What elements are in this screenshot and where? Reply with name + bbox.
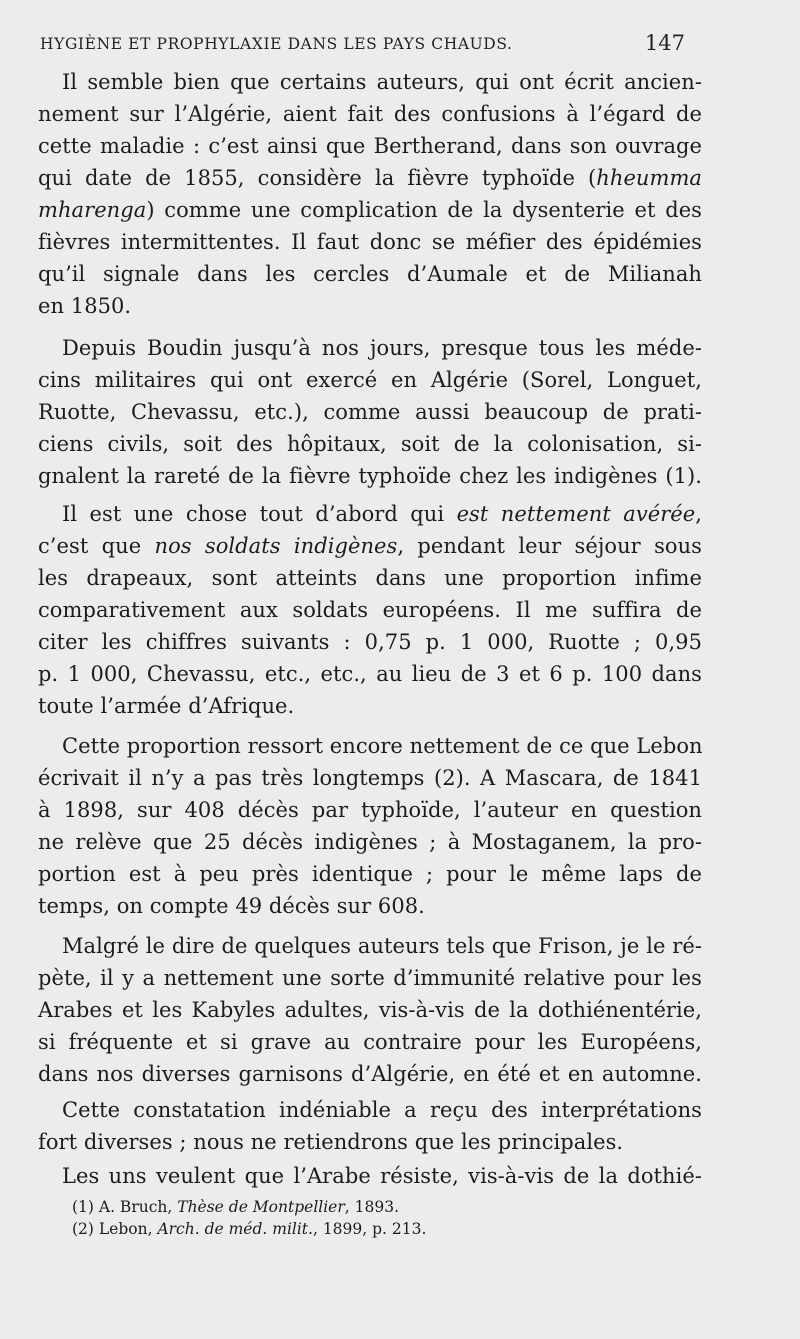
text-line: Malgré le dire de quelques auteurs tels que Frison, je le ré-	[62, 934, 702, 958]
running-head-title: HYGIÈNE ET PROPHYLAXIE DANS LES PAYS CHAUDS.	[40, 35, 513, 53]
text-line: Cette constatation indéniable a reçu des interprétations	[62, 1098, 702, 1122]
text-line: toute l’armée d’Afrique.	[38, 694, 295, 718]
footnote: (1) A. Bruch, Thèse de Montpellier, 1893.	[72, 1198, 400, 1216]
footnote: (2) Lebon, Arch. de méd. milit., 1899, p. 213.	[72, 1220, 427, 1238]
text-line: qu’il signale dans les cercles d’Aumale et de Milianah	[38, 262, 702, 286]
text-line: écrivait il n’y a pas très longtemps (2). A Mascara, de 1841	[38, 766, 702, 790]
text-line: les drapeaux, sont atteints dans une proportion infime	[38, 566, 702, 590]
text-line: citer les chiffres suivants : 0,75 p. 1 000, Ruotte ; 0,95	[38, 630, 702, 654]
text-line: Ruotte, Chevassu, etc.), comme aussi beaucoup de prati-	[38, 400, 702, 424]
text-line: Arabes et les Kabyles adultes, vis-à-vis de la dothiénentérie,	[38, 998, 702, 1022]
page-number: 147	[644, 31, 685, 55]
text-line: fièvres intermittentes. Il faut donc se méfier des épidémies	[38, 230, 702, 254]
text-line: ne relève que 25 décès indigènes ; à Mostaganem, la pro-	[38, 830, 702, 854]
text-line: nement sur l’Algérie, aient fait des confusions à l’égard de	[38, 102, 702, 126]
text-line: mharenga) comme une complication de la dysenterie et des	[38, 198, 702, 222]
text-line: p. 1 000, Chevassu, etc., etc., au lieu de 3 et 6 p. 100 dans	[38, 662, 702, 686]
text-line: comparativement aux soldats européens. Il me suffira de	[38, 598, 702, 622]
text-line: Cette proportion ressort encore nettement de ce que Lebon	[62, 734, 703, 758]
running-head	[40, 33, 685, 57]
text-line: Il est une chose tout d’abord qui est nettement avérée,	[62, 502, 702, 526]
text-line: cette maladie : c’est ainsi que Bertherand, dans son ouvrage	[38, 134, 702, 158]
text-line: portion est à peu près identique ; pour le même laps de	[38, 862, 702, 886]
text-line: pète, il y a nettement une sorte d’immunité relative pour les	[38, 966, 702, 990]
text-line: à 1898, sur 408 décès par typhoïde, l’auteur en question	[38, 798, 702, 822]
text-line: temps, on compte 49 décès sur 608.	[38, 894, 425, 918]
text-line: en 1850.	[38, 294, 132, 318]
text-line: Depuis Boudin jusqu’à nos jours, presque tous les méde-	[62, 336, 702, 360]
text-line: si fréquente et si grave au contraire pour les Européens,	[38, 1030, 702, 1054]
text-line: gnalent la rareté de la fièvre typhoïde chez les indigènes (1).	[38, 464, 702, 488]
text-line: fort diverses ; nous ne retiendrons que les principales.	[38, 1130, 624, 1154]
text-line: Les uns veulent que l’Arabe résiste, vis-à-vis de la dothié-	[62, 1164, 702, 1188]
text-line: qui date de 1855, considère la fièvre typhoïde (hheumma	[38, 166, 702, 190]
text-line: ciens civils, soit des hôpitaux, soit de la colonisation, si-	[38, 432, 702, 456]
text-line: Il semble bien que certains auteurs, qui ont écrit ancien-	[62, 70, 702, 94]
text-line: cins militaires qui ont exercé en Algérie (Sorel, Longuet,	[38, 368, 702, 392]
text-line: c’est que nos soldats indigènes, pendant leur séjour sous	[38, 534, 702, 558]
text-line: dans nos diverses garnisons d’Algérie, en été et en automne.	[38, 1062, 702, 1086]
